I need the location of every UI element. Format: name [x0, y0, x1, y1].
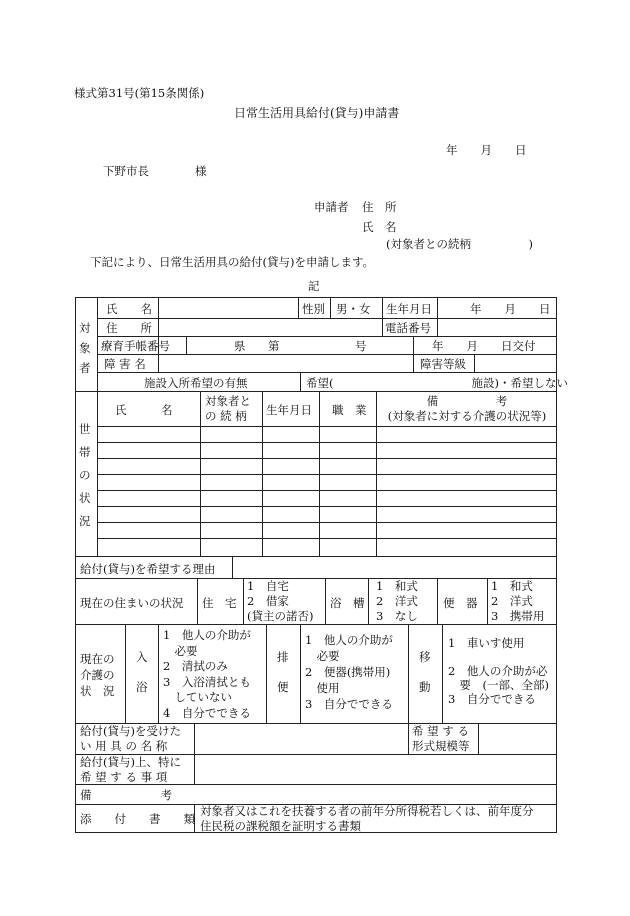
intro-text: 下記により、日常生活用具の給付(貸与)を申請します。: [90, 255, 375, 269]
care-label: 現在の 介護の 状 況: [80, 652, 115, 698]
date-line: 年 月 日: [446, 143, 527, 157]
grade-label: 障害等級: [420, 357, 466, 371]
attachments-label: 添 付 書 類: [80, 812, 195, 826]
toilet-options[interactable]: 1 和式 2 洋式 3 携帯用: [491, 579, 545, 623]
sex-label: 性別: [302, 302, 325, 316]
birth-label: 生年月日: [386, 302, 432, 316]
applicant-label: 申請者: [314, 200, 349, 214]
sex-options[interactable]: 男・女: [336, 302, 371, 316]
care-bath-options[interactable]: 1 他人の介助が 必要 2 清拭のみ 3 入浴清拭とも していない 4 自分でできる: [163, 628, 251, 720]
handbook-label: 療育手帳番号: [101, 339, 170, 353]
bathtub-options[interactable]: 1 和式 2 洋式 3 なし: [376, 579, 418, 623]
addressee: 下野市長 様: [103, 164, 207, 178]
household-col-note: 備 考 (対象者に対する介護の状況等): [387, 394, 547, 423]
issued-date: 年 月 日交付: [432, 339, 536, 353]
care-excretion-label: 排 便: [277, 650, 289, 694]
household-col-name: 氏 名: [115, 403, 173, 417]
household-col-relation: 対象者と の 続 柄: [205, 394, 251, 423]
house-options[interactable]: 1 自宅 2 借家 (貸主の諾否): [247, 579, 314, 623]
toilet-label: 便 器: [443, 596, 478, 610]
special-request-label: 給付(貸与)上、特に 希 望 す る 事 項: [80, 755, 181, 784]
attachments-text: 対象者又はこれを扶養する者の前年分所得税若しくは、前年度分 住民税の課税額を証明する書類: [200, 804, 534, 833]
house-label: 住 宅: [202, 596, 237, 610]
remarks-label: 備 考: [80, 788, 172, 802]
care-move-options[interactable]: 1 車いす使用 2 他人の介助が必 要 (一部、全部) 3 自分でできる: [448, 636, 549, 706]
phone-label: 電話番号: [385, 321, 431, 335]
disability-label: 障 害 名: [104, 357, 146, 371]
equipment-spec-label: 希 望 す る 形式規模等: [412, 724, 470, 753]
form-title: 日常生活用具給付(貸与)申請書: [234, 106, 400, 120]
care-move-label: 移 動: [419, 650, 431, 694]
household-col-job: 職 業: [332, 403, 367, 417]
care-excretion-options[interactable]: 1 他人の介助が 必要 2 便器(携帯用) 使用 3 自分でできる: [305, 633, 393, 711]
address-label: 住 所: [106, 321, 152, 335]
household-col-birth: 生年月日: [266, 403, 312, 417]
facility-wish[interactable]: 希望( 施設)・希望しない: [306, 376, 568, 390]
applicant-address-label: 住 所: [362, 200, 397, 214]
household-section-label: 世 帯 の 状 況: [79, 422, 91, 528]
equipment-label: 給付(貸与)を受けた い 用 具 の 名 称: [80, 724, 181, 753]
relation-label: (対象者との続柄 ): [386, 237, 533, 251]
reason-label: 給付(貸与)を希望する理由: [80, 562, 216, 576]
form-number: 様式第31号(第15条関係): [74, 86, 205, 100]
prefecture-label: 県: [234, 339, 246, 353]
subject-section-label: 対 象 者: [79, 321, 91, 375]
ki-mark: 記: [308, 279, 320, 293]
applicant-name-label: 氏 名: [362, 220, 397, 234]
name-label: 氏 名: [106, 302, 152, 316]
care-bath-label: 入 浴: [136, 650, 148, 694]
housing-label: 現在の住まいの状況: [80, 596, 184, 610]
birth-value: 年 月 日: [470, 302, 551, 316]
bathtub-label: 浴 槽: [330, 596, 365, 610]
go-label: 号: [355, 339, 367, 353]
dai-label: 第: [268, 339, 280, 353]
facility-label: 施設入所希望の有無: [144, 376, 248, 390]
